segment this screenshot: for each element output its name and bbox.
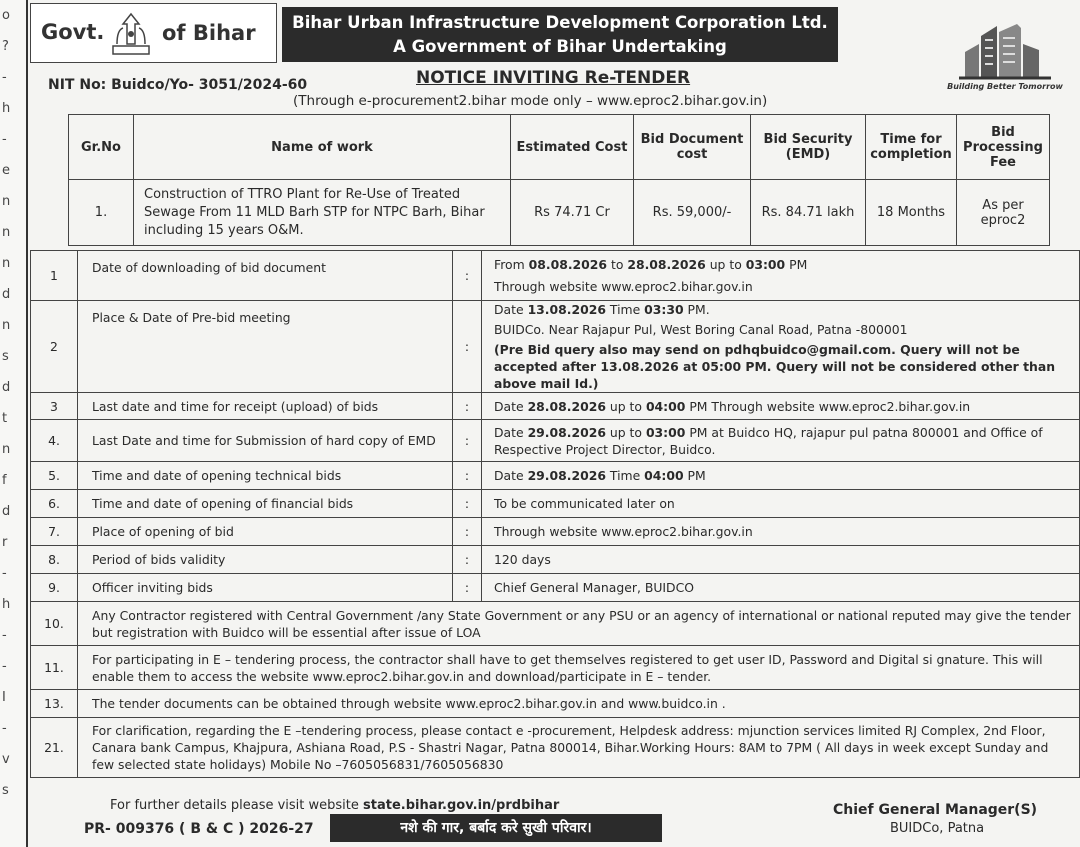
org-name: Bihar Urban Infrastructure Development Corporation Ltd. (292, 13, 828, 32)
row-number: 1 (31, 251, 78, 301)
row-value: 120 days (482, 546, 1080, 574)
table-row (31, 546, 1080, 574)
row-value: From 08.08.2026 to 28.08.2026 up to 03:00 PM Through website www.eproc2.bihar.gov.in (482, 251, 1080, 301)
signatory-title: Chief General Manager(S) (833, 802, 1038, 818)
row-colon: : (453, 462, 482, 490)
row-value: Date 13.08.2026 Time 03:30 PM. BUIDCo. Near Rajapur Pul, West Boring Canal Road, Patna -800001 (Pre Bid query also may send on pdhqbuidco@gmail.com. Query will not be accepted after 13.08.2026 at 05:00 PM. Query will not be considered other than above mail Id.) (482, 301, 1080, 393)
buildings-logo-icon (935, 18, 1075, 82)
col-name-of-work: Name of work (134, 115, 511, 180)
margin-letter: r (2, 535, 8, 550)
margin-letter: - (2, 566, 7, 581)
table-row (31, 393, 1080, 420)
row-number: 3 (31, 393, 78, 420)
cell-bid-document-cost: Rs. 59,000/- (634, 180, 751, 246)
row-value: Date 28.08.2026 up to 04:00 PM Through website www.eproc2.bihar.gov.in (482, 393, 1080, 420)
row-number: 11. (31, 646, 78, 690)
row-colon: : (453, 546, 482, 574)
row-colon: : (453, 301, 482, 393)
row-note: For clarification, regarding the E –tendering process, please contact e -procurement, Helpdesk address: mjunction services limited RJ Complex, 2nd Floor, Canara bank Campus, Khajpura, Ashiana Road, P.S - Shastri Nagar, Patna 800014, Bihar.Working Hours: 8AM to 7PM ( All days in week except Sunday and few selected state holidays) Mobile No –7605056831/7605056830 (78, 718, 1080, 778)
margin-letter: d (2, 504, 11, 519)
state-emblem-icon (109, 10, 153, 58)
row-number: 21. (31, 718, 78, 778)
cell-bid-processing-fee: As per eproc2 (957, 180, 1050, 246)
table-row (31, 690, 1080, 718)
cell-time-for-completion: 18 Months (866, 180, 957, 246)
margin-letter: s (2, 349, 9, 364)
further-details-link[interactable]: state.bihar.gov.in/prdbihar (363, 798, 560, 813)
table-row (31, 602, 1080, 646)
row-label: Time and date of opening of financial bids (78, 490, 453, 518)
tender-notice (30, 0, 1080, 847)
govt-label: Govt. (41, 20, 105, 44)
row-value: Through website www.eproc2.bihar.gov.in (482, 518, 1080, 546)
margin-letter: - (2, 721, 7, 736)
margin-letter: n (2, 318, 11, 333)
margin-letter: ? (2, 39, 9, 54)
margin-letter: n (2, 442, 11, 457)
row-note: Any Contractor registered with Central Government /any State Government or any PSU or an agency of international or national reputed may give the tender but registration with Buidco will be essential after issue of LOA (78, 602, 1080, 646)
margin-letter: h (2, 101, 11, 116)
further-details: For further details please visit website state.bihar.gov.in/prdbihar (110, 798, 560, 813)
row-number: 9. (31, 574, 78, 602)
cell-gr-no: 1. (69, 180, 134, 246)
row-colon: : (453, 393, 482, 420)
margin-letter: - (2, 132, 7, 147)
margin-letter: f (2, 473, 7, 488)
left-margin-strip (0, 0, 28, 847)
row-label: Period of bids validity (78, 546, 453, 574)
margin-letter: h (2, 597, 11, 612)
pr-number: PR- 009376 ( B & C ) 2026-27 (84, 821, 314, 837)
table-row (31, 462, 1080, 490)
row-colon: : (453, 490, 482, 518)
cell-bid-security: Rs. 84.71 lakh (751, 180, 866, 246)
nit-number: NIT No: Buidco/Yo- 3051/2024-60 (48, 77, 308, 93)
row-number: 6. (31, 490, 78, 518)
row-label: Date of downloading of bid document (78, 251, 453, 301)
margin-letter: v (2, 752, 10, 767)
table-row (31, 518, 1080, 546)
margin-letter: e (2, 163, 10, 178)
margin-letter: o (2, 8, 10, 23)
table-row (31, 251, 1080, 301)
margin-letter: n (2, 256, 11, 271)
row-colon: : (453, 518, 482, 546)
row-number: 5. (31, 462, 78, 490)
row-number: 2 (31, 301, 78, 393)
margin-letter: t (2, 411, 8, 426)
col-estimated-cost: Estimated Cost (511, 115, 634, 180)
work-table (68, 114, 1050, 246)
row-value: Date 29.08.2026 up to 03:00 PM at Buidco HQ, rajapur pul patna 800001 and Office of Respective Project Director, Buidco. (482, 420, 1080, 462)
col-bid-processing-fee: Bid Processing Fee (957, 115, 1050, 180)
org-subtitle: A Government of Bihar Undertaking (393, 37, 727, 56)
row-label: Time and date of opening technical bids (78, 462, 453, 490)
row-number: 10. (31, 602, 78, 646)
work-table-row (69, 180, 1050, 246)
govt-of-bihar-box (30, 3, 277, 63)
signatory-org: BUIDCo, Patna (890, 821, 985, 836)
work-table-header (69, 115, 1050, 180)
row-note: The tender documents can be obtained through website www.eproc2.bihar.gov.in and www.buidco.in . (78, 690, 1080, 718)
logo-tagline: Building Better Tomorrow (947, 82, 1063, 91)
cell-estimated-cost: Rs 74.71 Cr (511, 180, 634, 246)
margin-letter: - (2, 659, 7, 674)
table-row (31, 301, 1080, 393)
of-bihar-label: of Bihar (162, 21, 256, 45)
margin-letter: d (2, 380, 11, 395)
row-label: Last date and time for receipt (upload) of bids (78, 393, 453, 420)
row-note: For participating in E – tendering process, the contractor shall have to get themselves registered to get user ID, Password and Digital si gnature. This will enable them to access the website www.eproc2.bihar.gov.in and download/participate in E – tender. (78, 646, 1080, 690)
row-colon: : (453, 420, 482, 462)
col-bid-document-cost: Bid Document cost (634, 115, 751, 180)
schedule-table (30, 250, 1080, 778)
notice-title: NOTICE INVITING Re-TENDER (416, 68, 691, 88)
table-row (31, 420, 1080, 462)
row-value: Date 29.08.2026 Time 04:00 PM (482, 462, 1080, 490)
row-number: 4. (31, 420, 78, 462)
cell-name-of-work: Construction of TTRO Plant for Re-Use of Treated Sewage From 11 MLD Barh STP for NTPC Barh, Bihar including 15 years O&M. (134, 180, 511, 246)
table-row (31, 490, 1080, 518)
col-bid-security: Bid Security (EMD) (751, 115, 866, 180)
row-label: Last Date and time for Submission of hard copy of EMD (78, 420, 453, 462)
row-label: Place of opening of bid (78, 518, 453, 546)
row-label: Officer inviting bids (78, 574, 453, 602)
row-colon: : (453, 574, 482, 602)
col-gr-no: Gr.No (69, 115, 134, 180)
row-number: 13. (31, 690, 78, 718)
margin-letter: - (2, 70, 7, 85)
margin-letter: s (2, 783, 9, 798)
margin-letter: I (2, 690, 6, 705)
row-number: 7. (31, 518, 78, 546)
row-colon: : (453, 251, 482, 301)
row-value: To be communicated later on (482, 490, 1080, 518)
margin-letter: - (2, 628, 7, 643)
col-time-for-completion: Time for completion (866, 115, 957, 180)
eprocurement-note: (Through e-procurement2.bihar mode only – www.eproc2.bihar.gov.in) (293, 93, 768, 109)
margin-letter: d (2, 287, 11, 302)
table-row (31, 718, 1080, 778)
org-banner (282, 7, 838, 62)
row-value: Chief General Manager, BUIDCO (482, 574, 1080, 602)
margin-letter: n (2, 225, 11, 240)
margin-letter: n (2, 194, 11, 209)
row-label: Place & Date of Pre-bid meeting (78, 301, 453, 393)
table-row (31, 574, 1080, 602)
buidco-logo (935, 18, 1075, 100)
row-number: 8. (31, 546, 78, 574)
table-row (31, 646, 1080, 690)
slogan-banner: नशे की गार, बर्बाद करे सुखी परिवार। (330, 814, 662, 842)
